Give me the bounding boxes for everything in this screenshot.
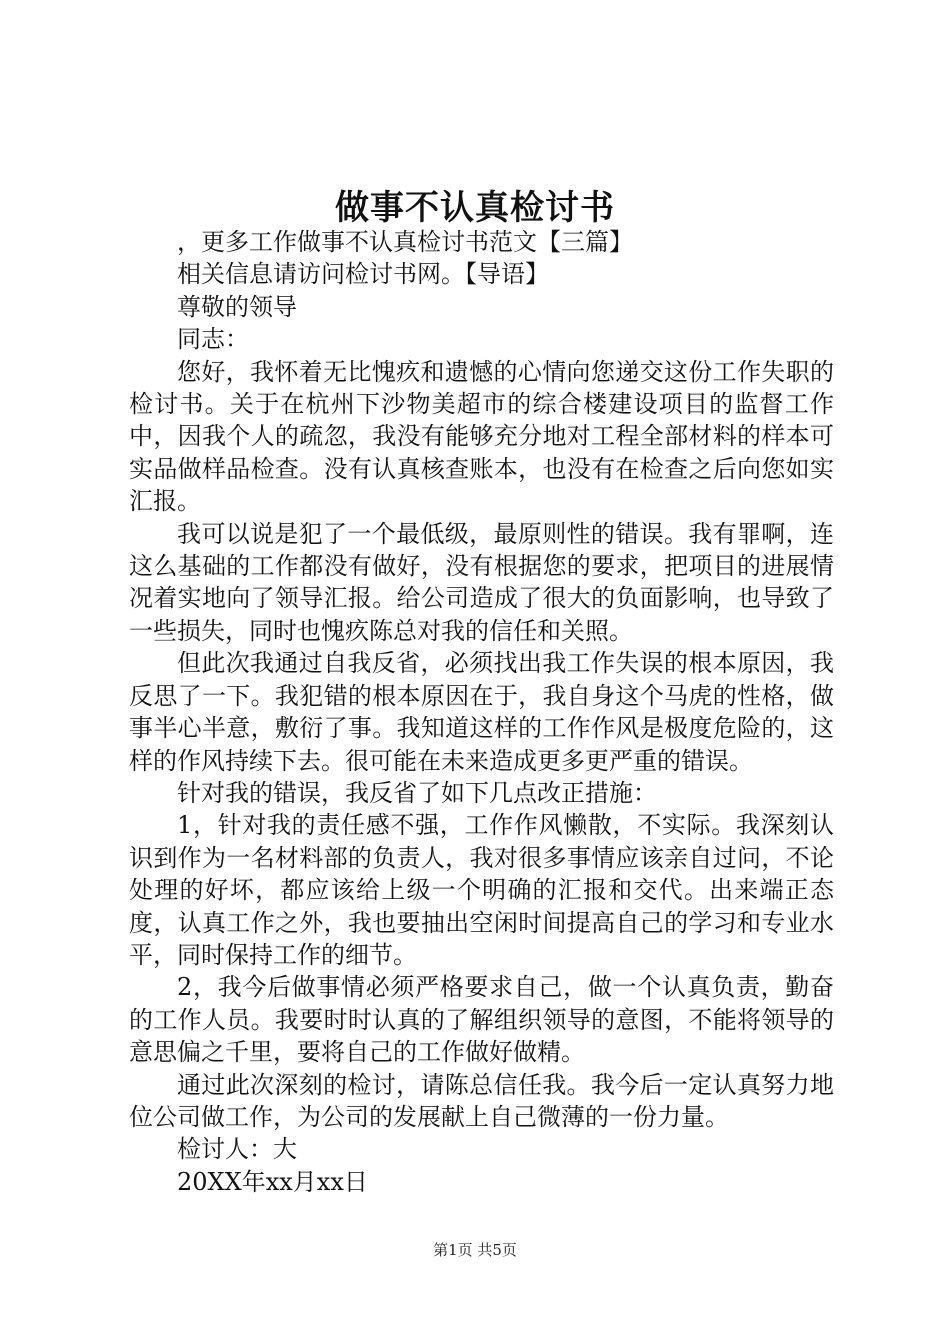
paragraph-reflection: 但此次我通过自我反省，必须找出我工作失误的根本原因，我反思了一下。我犯错的根本原因在于，我自身这个马虎的性格，做事半心半意，敷衍了事。我知道这样的工作作风是极度危险的，这样的作风持续下去。很可能在未来造成更多更严重的错误。: [129, 649, 834, 775]
paragraph-measures-intro: 针对我的错误，我反省了如下几点改正措施：: [177, 778, 657, 807]
document-title: 做事不认真检讨书: [335, 188, 615, 228]
intro-line-1: ，更多工作做事不认真检讨书范文【三篇】: [177, 228, 633, 256]
paragraph-greeting: 您好，我怀着无比愧疚和遗憾的心情向您递交这份工作失职的检讨书。关于在杭州下沙物美超市的综合楼建设项目的监督工作中，因我个人的疏忽，我没有能够充分地对工程全部材料的样本可实品做样品检查。没有认真核查账本，也没有在检查之后向您如实汇报。: [129, 357, 834, 516]
paragraph-closing: 通过此次深刻的检讨，请陈总信任我。我今后一定认真努力地位公司做工作，为公司的发展献上自己微薄的一份力量。: [129, 1070, 834, 1131]
salutation-line-1: 尊敬的领导: [177, 292, 297, 321]
measure-item-2: 2，我今后做事情必须严格要求自己，做一个认真负责，勤奋的工作人员。我要时时认真的了解组织领导的意图，不能将领导的意思偏之千里，要将自己的工作做好做精。: [129, 973, 834, 1067]
signature-line: 检讨人：大: [177, 1135, 297, 1164]
measure-item-1: 1，针对我的责任感不强，工作作风懒散，不实际。我深刻认识到作为一名材料部的负责人，我对很多事情应该亲自过问，不论处理的好坏，都应该给上级一个明确的汇报和交代。出来端正态度，认真工作之外，我也要抽出空闲时间提高自己的学习和专业水平，同时保持工作的细节。: [129, 811, 834, 969]
page-number-footer: 第1页 共5页: [433, 1241, 517, 1259]
document-body: [129, 226, 834, 1198]
salutation-line-2: 同志：: [177, 325, 249, 354]
intro-line-2: 相关信息请访问检讨书网。【导语】: [177, 260, 549, 289]
date-line: 20XX年xx月xx日: [177, 1167, 368, 1196]
paragraph-admission: 我可以说是犯了一个最低级，最原则性的错误。我有罪啊，连这么基础的工作都没有做好，没有根据您的要求，把项目的进展情况着实地向了领导汇报。给公司造成了很大的负面影响，也导致了一些损失，同时也愧疚陈总对我的信任和关照。: [129, 519, 834, 645]
